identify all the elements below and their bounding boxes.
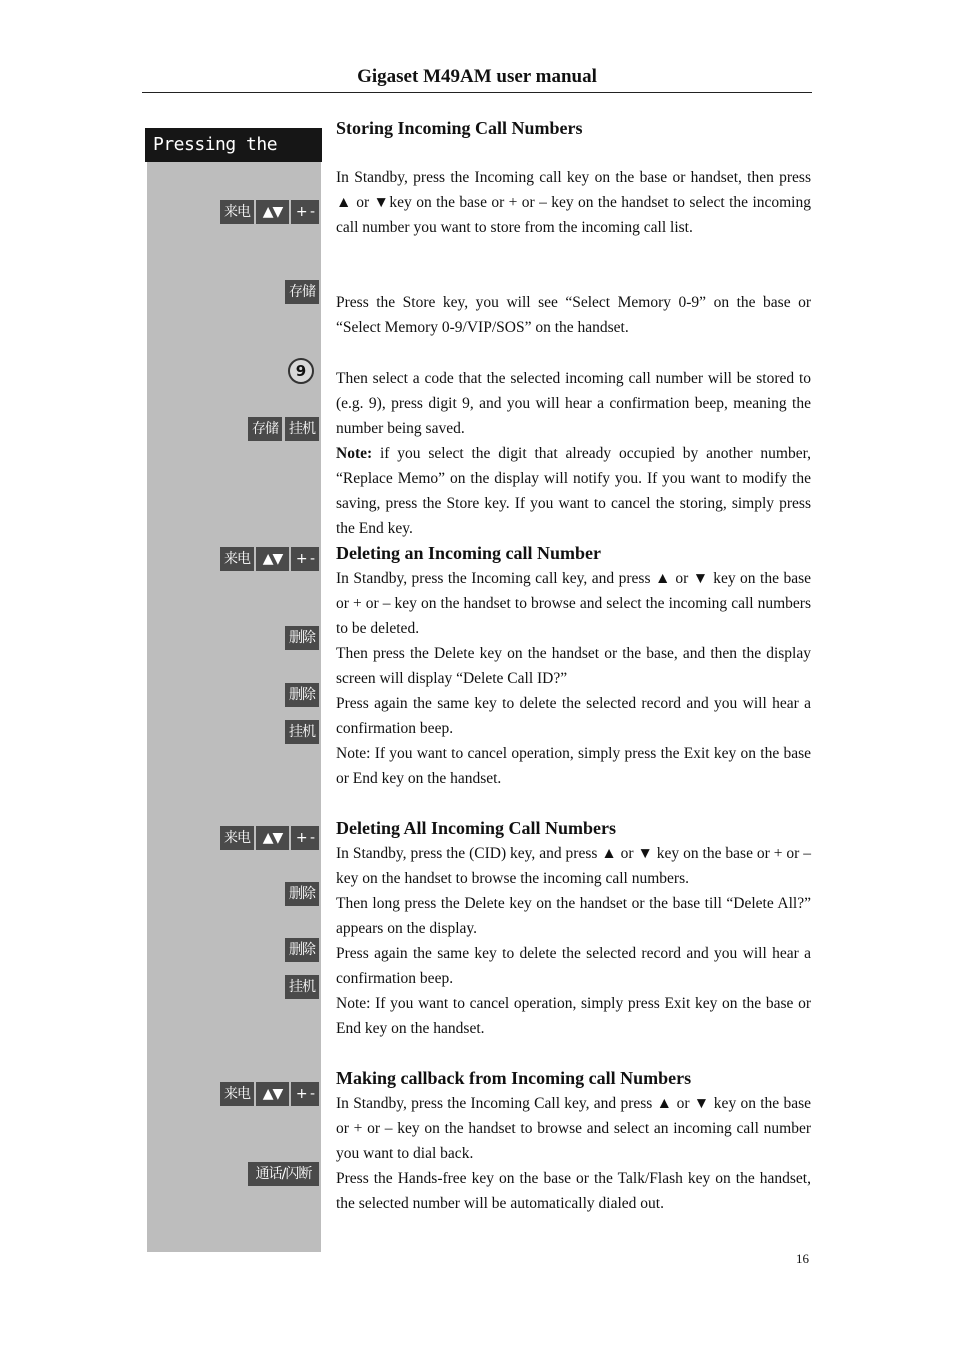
incoming-call-key-icon: 来电 — [220, 1082, 254, 1106]
up-down-key-icon: ▲▼ — [256, 1082, 289, 1106]
incoming-call-key-icon: 来电 — [220, 200, 254, 224]
end-key-icon: 挂机 — [285, 417, 319, 441]
callback-paragraph-1: In Standby, press the Incoming Call key, and press ▲ or ▼ key on the base or + or – key on the handset to browse and select an incoming call number you want to dial back. — [336, 1095, 811, 1162]
deleting-all-paragraph-4: Note: If you want to cancel operation, simply press Exit key on the base or End key on the handset. — [336, 995, 811, 1037]
deleting-all-paragraph-2: Then long press the Delete key on the handset or the base till “Delete All?” appears on the display. — [336, 895, 811, 937]
deleting-one-paragraph-1: In Standby, press the Incoming call key, and press ▲ or ▼ key on the base or + or – key on the handset to browse and select the incoming call numbers to be deleted. — [336, 570, 811, 637]
page-header-title: Gigaset M49AM user manual — [357, 66, 597, 87]
section-heading-deleting-all: Deleting All Incoming Call Numbers — [336, 818, 617, 838]
section-heading-deleting-one: Deleting an Incoming call Number — [336, 543, 601, 563]
page-number: 16 — [796, 1251, 809, 1266]
section-heading-callback: Making callback from Incoming call Numbers — [336, 1068, 692, 1088]
deleting-one-paragraph-4: Note: If you want to cancel operation, simply press the Exit key on the base or End key on the handset. — [336, 745, 811, 787]
talk-flash-key-icon: 通话/闪断 — [248, 1162, 319, 1186]
delete-key-icon: 删除 — [285, 938, 319, 962]
up-down-key-icon: ▲▼ — [256, 826, 289, 850]
deleting-all-paragraph-1: In Standby, press the (CID) key, and press ▲ or ▼ key on the base or + or – key on the handset to browse the incoming call numbers. — [336, 845, 811, 887]
digit-9-key-icon: 9 — [288, 358, 314, 384]
section-heading-storing: Storing Incoming Call Numbers — [336, 118, 583, 138]
plus-minus-key-icon: + - — [291, 547, 319, 571]
keys-column-title: Pressing the — [145, 128, 322, 162]
deleting-all-paragraph-3: Press again the same key to delete the selected record and you will hear a confirmation beep. — [336, 945, 811, 987]
plus-minus-key-icon: + - — [291, 826, 319, 850]
store-key-icon: 存储 — [248, 417, 282, 441]
header-rule — [142, 92, 812, 93]
up-down-key-icon: ▲▼ — [256, 547, 289, 571]
storing-paragraph-2: Press the Store key, you will see “Select Memory 0-9” on the base or “Select Memory 0-9/VIP/SOS” on the handset. — [336, 294, 811, 336]
incoming-call-key-icon: 来电 — [220, 547, 254, 571]
incoming-call-key-icon: 来电 — [220, 826, 254, 850]
end-key-icon: 挂机 — [285, 720, 319, 744]
delete-key-icon: 删除 — [285, 626, 319, 650]
delete-key-icon: 删除 — [285, 882, 319, 906]
note-label: Note: — [336, 445, 373, 462]
storing-paragraph-1: In Standby, press the Incoming call key on the base or handset, then press ▲ or ▼key on the base or + or – key on the handset to select the incoming call number you want to store from the incoming call list. — [336, 169, 811, 236]
deleting-one-paragraph-3: Press again the same key to delete the selected record and you will hear a confirmation beep. — [336, 695, 811, 737]
storing-note — [336, 441, 811, 541]
end-key-icon: 挂机 — [285, 975, 319, 999]
up-down-key-icon: ▲▼ — [256, 200, 289, 224]
store-key-icon: 存储 — [285, 280, 319, 304]
deleting-one-paragraph-2: Then press the Delete key on the handset or the base, and then the display screen will display “Delete Call ID?” — [336, 645, 811, 687]
plus-minus-key-icon: + - — [291, 200, 319, 224]
storing-paragraph-3: Then select a code that the selected incoming call number will be stored to (e.g. 9), press digit 9, and you will hear a confirmation beep, meaning the number being saved. — [336, 370, 811, 437]
delete-key-icon: 删除 — [285, 683, 319, 707]
note-text: if you select the digit that already occupied by another number, “Replace Memo” on the display will notify you. If you want to modify the saving, press the Store key. If you want to cancel the storing, simply press the End key. — [336, 445, 811, 537]
callback-paragraph-2: Press the Hands-free key on the base or the Talk/Flash key on the handset, the selected number will be automatically dialed out. — [336, 1170, 811, 1212]
plus-minus-key-icon: + - — [291, 1082, 319, 1106]
